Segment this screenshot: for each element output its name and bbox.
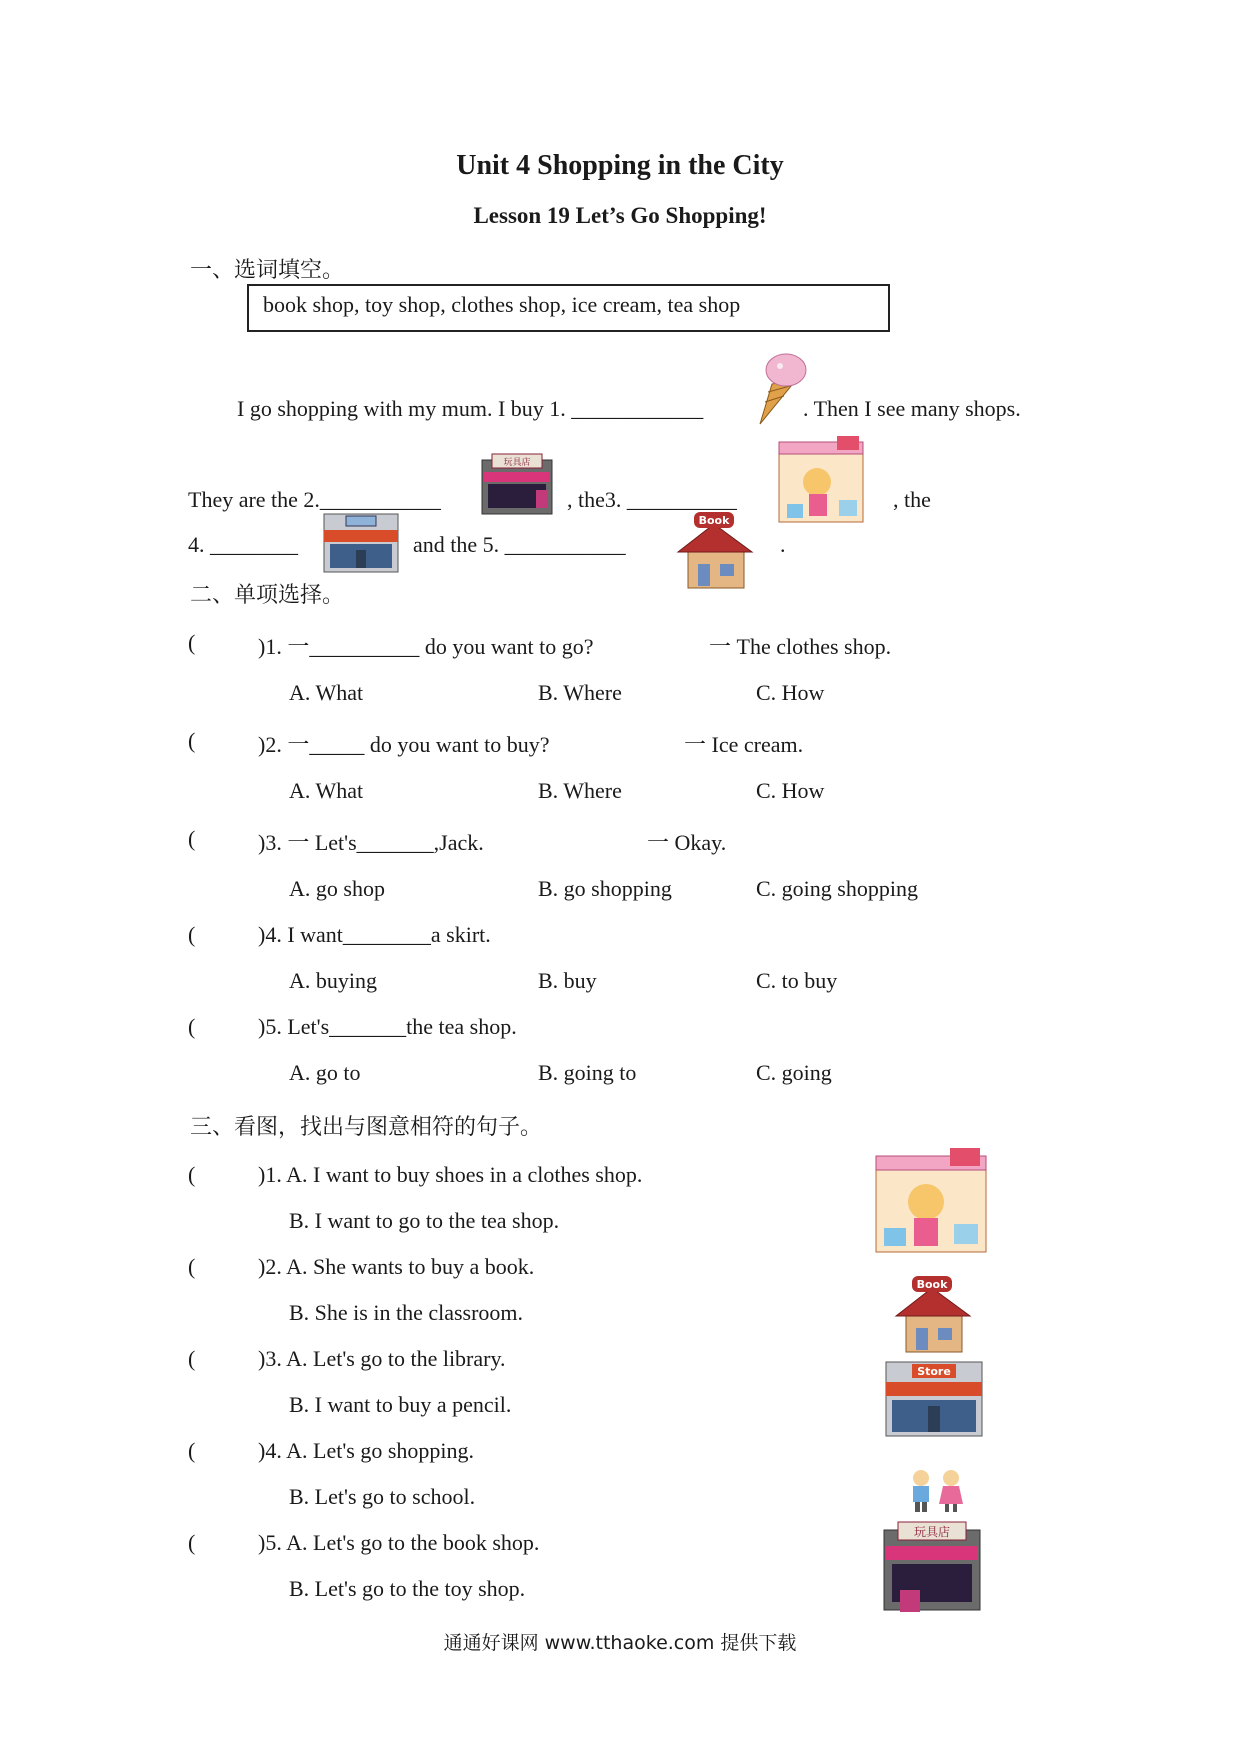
q5-paren: ( <box>188 1014 196 1039</box>
book-shop-icon <box>672 510 756 592</box>
page-subtitle: Lesson 19 Let’s Go Shopping! <box>473 203 767 228</box>
word-box: book shop, toy shop, clothes shop, ice cream, tea shop <box>247 284 890 332</box>
q1-answer: 一 The clothes shop. <box>709 634 892 659</box>
match5-option-a: )5. A. Let's go to the book shop. <box>258 1530 540 1555</box>
passage-line1-a: I go shopping with my mum. I buy 1. ____________ <box>237 396 704 421</box>
q5-option-b: B. going to <box>538 1060 637 1085</box>
section1-heading: 一、选词填空。 <box>190 258 345 283</box>
match1-paren: ( <box>188 1162 196 1187</box>
clothes-shop-icon <box>868 1146 994 1256</box>
match1-option-a: )1. A. I want to buy shoes in a clothes shop. <box>258 1162 643 1187</box>
toy-shop-sign-text: 玩具店 <box>503 458 531 468</box>
q4-text: )4. I want________a skirt. <box>258 922 491 947</box>
match4-option-b: B. Let's go to school. <box>289 1484 476 1509</box>
match5-option-b: B. Let's go to the toy shop. <box>289 1576 526 1601</box>
q2-paren: ( <box>188 728 196 753</box>
store-sign-text: Store <box>917 1365 951 1378</box>
toy-shop-icon <box>478 452 556 518</box>
match3-paren: ( <box>188 1346 196 1371</box>
passage-line2-a: They are the 2.___________ <box>188 487 441 512</box>
q1-paren: ( <box>188 630 196 655</box>
q2-text: )2. 一_____ do you want to buy? <box>258 732 550 757</box>
q2-option-c: C. How <box>756 778 825 803</box>
passage-line3-a: 4. ________ <box>188 532 298 557</box>
q5-option-a: A. go to <box>289 1060 361 1085</box>
match5-paren: ( <box>188 1530 196 1555</box>
clothes-shop-icon <box>773 434 869 526</box>
q2-option-a: A. What <box>289 778 364 803</box>
passage-line3-b: and the 5. ___________ <box>413 532 626 557</box>
q4-paren: ( <box>188 922 196 947</box>
q3-option-a: A. go shop <box>289 876 385 901</box>
book-shop-icon <box>890 1274 974 1356</box>
q3-option-c: C. going shopping <box>756 876 918 901</box>
book-shop-sign-text: Book <box>698 514 730 527</box>
match1-option-b: B. I want to go to the tea shop. <box>289 1208 560 1233</box>
match2-option-b: B. She is in the classroom. <box>289 1300 524 1325</box>
passage-line2-b: , the3. __________ <box>567 487 737 512</box>
match4-option-a: )4. A. Let's go shopping. <box>258 1438 475 1463</box>
section3-heading: 三、看图，找出与图意相符的句子。 <box>190 1115 543 1140</box>
q1-option-b: B. Where <box>538 680 622 705</box>
kids-icon <box>903 1466 971 1514</box>
store-icon <box>882 1358 986 1440</box>
q2-option-b: B. Where <box>538 778 622 803</box>
passage-line1-b: . Then I see many shops. <box>803 396 1021 421</box>
q4-option-c: C. to buy <box>756 968 838 993</box>
passage-line3-c: . <box>780 532 786 557</box>
q3-paren: ( <box>188 826 196 851</box>
q4-option-a: A. buying <box>289 968 377 993</box>
store-icon <box>320 510 402 576</box>
q1-option-c: C. How <box>756 680 825 705</box>
q5-option-c: C. going <box>756 1060 832 1085</box>
q2-answer: 一 Ice cream. <box>684 732 804 757</box>
q3-text: )3. 一 Let's_______,Jack. <box>258 830 484 855</box>
q3-option-b: B. go shopping <box>538 876 672 901</box>
page-title: Unit 4 Shopping in the City <box>456 150 784 181</box>
match3-option-b: B. I want to buy a pencil. <box>289 1392 512 1417</box>
q1-option-a: A. What <box>289 680 364 705</box>
q1-text: )1. 一__________ do you want to go? <box>258 634 594 659</box>
q4-option-b: B. buy <box>538 968 597 993</box>
passage-line2-c: , the <box>893 487 931 512</box>
q3-answer: 一 Okay. <box>647 830 727 855</box>
match3-option-a: )3. A. Let's go to the library. <box>258 1346 506 1371</box>
page-footer: 通通好课网 www.tthaoke.com 提供下载 <box>443 1632 797 1654</box>
q5-text: )5. Let's_______the tea shop. <box>258 1014 517 1039</box>
section2-heading: 二、单项选择。 <box>190 583 345 608</box>
toy-shop-sign-text: 玩具店 <box>913 1525 951 1539</box>
match2-option-a: )2. A. She wants to buy a book. <box>258 1254 535 1279</box>
match4-paren: ( <box>188 1438 196 1463</box>
toy-shop-icon <box>878 1520 986 1616</box>
match2-paren: ( <box>188 1254 196 1279</box>
ice-cream-icon <box>750 348 810 426</box>
book-shop-sign-text: Book <box>916 1278 948 1291</box>
